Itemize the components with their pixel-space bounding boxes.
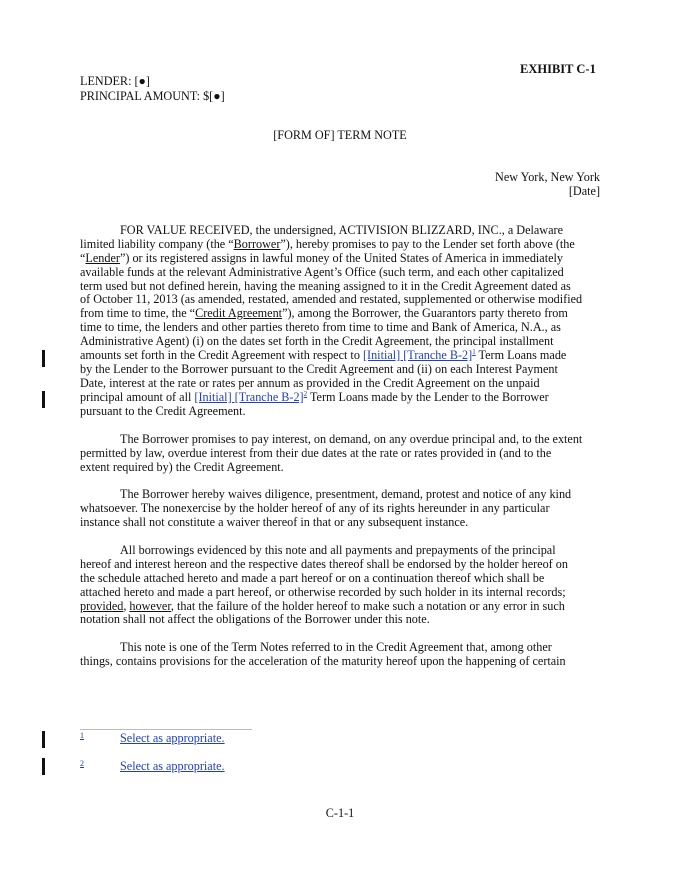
paragraph-interest — [80, 433, 600, 475]
text-line: available funds at the relevant Administrative Agent’s Office (such term, and each other capitalized — [80, 264, 564, 279]
lender-line: LENDER: [●] — [80, 74, 150, 88]
footnote-separator — [80, 729, 252, 730]
text-line: by the Lender to the Borrower pursuant to the Credit Agreement and (ii) on each Interest Payment — [80, 361, 558, 376]
defined-term-credit-agreement: Credit Agreement — [195, 306, 283, 321]
paragraph-borrowings — [80, 544, 600, 627]
text-line: “Lender”) or its registered assigns in lawful money of the United States of America in immediately — [80, 250, 563, 265]
text-line: Administrative Agent) (i) on the dates set forth in the Credit Agreement, the principal installment — [80, 334, 554, 349]
text-line: The Borrower promises to pay interest, on demand, on any overdue principal and, to the extent — [120, 432, 583, 446]
text-line: principal amount of all [Initial] [Tranche B-2]$^2$ Term Loans made by the Lender to the Borrower — [80, 389, 549, 404]
place-line: New York, New York — [495, 170, 600, 184]
text-line: The Borrower hereby waives diligence, presentment, demand, protest and notice of any kind — [120, 487, 572, 501]
paragraph-waiver — [80, 488, 600, 530]
paragraph-promise — [80, 224, 600, 418]
revision-bar — [42, 350, 45, 367]
however-term: however — [129, 598, 171, 613]
text-line: pursuant to the Credit Agreement. — [80, 403, 246, 418]
principal-amount-line: PRINCIPAL AMOUNT: $[●] — [80, 89, 225, 103]
text-line: whatsoever. The nonexercise by the holder hereof of any of its rights hereunder in any particular — [80, 500, 550, 515]
text-line: notation shall not affect the obligations of the Borrower under this note. — [80, 612, 430, 627]
document-title: [FORM OF] TERM NOTE — [273, 128, 407, 142]
tranche-link-2[interactable]: [Initial] [Tranche B-2] — [194, 389, 304, 404]
text-line: attached hereto and made a part hereof, or otherwise recorded by such holder in its internal records; — [80, 584, 566, 599]
text-line: the schedule attached hereto and made a part hereof or on a continuation thereof which shall be — [80, 570, 545, 585]
exhibit-label: EXHIBIT C-1 — [520, 62, 596, 76]
text-line: FOR VALUE RECEIVED, the undersigned, ACTIVISION BLIZZARD, INC., a Delaware — [120, 223, 563, 237]
text-line: This note is one of the Term Notes referred to in the Credit Agreement that, among other — [120, 640, 552, 654]
text-line: amounts set forth in the Credit Agreement with respect to [Initial] [Tranche B-2]$^1$ Term Loans made — [80, 347, 567, 363]
footnote-text[interactable]: Select as appropriate. — [120, 731, 225, 745]
date-line: [Date] — [568, 184, 600, 198]
text-line: Date, interest at the rate or rates per annum as provided in the Credit Agreement on the unpaid — [80, 375, 540, 390]
paragraph-term-notes — [80, 641, 600, 669]
revision-bar — [42, 391, 45, 408]
footnote-ref-1[interactable]: 1 — [472, 347, 476, 356]
defined-term-borrower: Borrower — [233, 236, 281, 251]
provided-term: provided — [80, 598, 124, 613]
footnote-2 — [80, 759, 225, 775]
footnote-number: 1 — [80, 731, 84, 740]
text-line: things, contains provisions for the acceleration of the maturity hereof upon the happening of certain — [80, 653, 566, 668]
footnote-number: 2 — [80, 759, 84, 768]
text-line: of October 11, 2013 (as amended, restated, amended and restated, supplemented or otherwise modified — [80, 292, 583, 307]
text-line: time to time, the lenders and other parties thereto from time to time and Bank of America, N.A., as — [80, 320, 561, 335]
text-line: instance shall not constitute a waiver thereof in that or any subsequent instance. — [80, 514, 469, 529]
text-line: extent required by) the Credit Agreement. — [80, 459, 284, 474]
text-line: from time to time, the “Credit Agreement”), among the Borrower, the Guarantors party thereto from — [80, 306, 568, 321]
text-line: provided, however, that the failure of the holder hereof to make such a notation or any error in such — [80, 598, 565, 613]
text-line: All borrowings evidenced by this note and all payments and prepayments of the principal — [120, 543, 556, 557]
text-line: hereof and interest hereon and the respective dates thereof shall be endorsed by the holder hereof on — [80, 556, 568, 571]
text-line: term used but not defined herein, having the meaning assigned to it in the Credit Agreement dated as — [80, 278, 571, 293]
defined-term-lender: Lender — [85, 250, 120, 265]
footnote-1 — [80, 731, 225, 747]
revision-bar — [42, 731, 45, 748]
page-number: C-1-1 — [325, 806, 355, 820]
text-line: limited liability company (the “Borrower”), hereby promises to pay to the Lender set forth above (the — [80, 236, 575, 251]
footnote-text[interactable]: Select as appropriate. — [120, 759, 225, 773]
revision-bar — [42, 758, 45, 775]
tranche-link-1[interactable]: [Initial] [Tranche B-2] — [362, 348, 473, 363]
footnote-ref-2[interactable]: 2 — [303, 389, 308, 398]
text-line: permitted by law, overdue interest from their due dates at the rate or rates provided in (and to the — [80, 445, 552, 460]
